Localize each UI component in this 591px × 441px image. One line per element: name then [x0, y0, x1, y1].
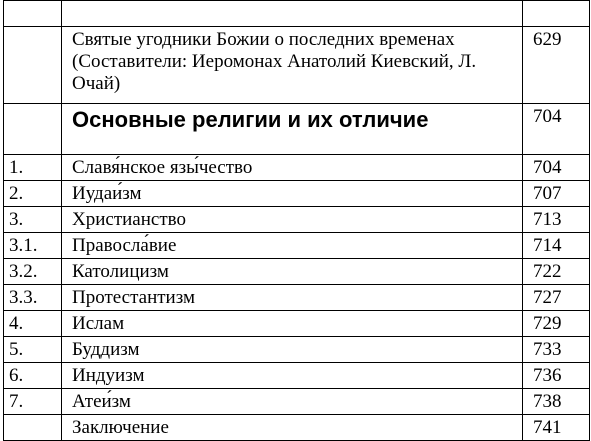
row-title: Славя́нское язы́чество: [62, 155, 523, 181]
row-page: 713: [523, 207, 590, 233]
row-title: Индуизм: [62, 363, 523, 389]
table-row: [4, 27, 590, 104]
table-row: [4, 415, 590, 441]
row-number: 1.: [4, 155, 62, 181]
table-row: [4, 1, 590, 27]
row-number: [4, 1, 62, 27]
row-page: 722: [523, 259, 590, 285]
table-row: [4, 311, 590, 337]
table-row: [4, 233, 590, 259]
row-number: [4, 104, 62, 155]
row-title: Заключение: [62, 415, 523, 441]
row-page: 741: [523, 415, 590, 441]
row-page: 707: [523, 181, 590, 207]
row-number: 5.: [4, 337, 62, 363]
row-page: 736: [523, 363, 590, 389]
table-row: [4, 337, 590, 363]
row-page: 714: [523, 233, 590, 259]
row-page: 704: [523, 155, 590, 181]
row-number: 3.2.: [4, 259, 62, 285]
row-number: 4.: [4, 311, 62, 337]
table-row: [4, 155, 590, 181]
row-title: Буддизм: [62, 337, 523, 363]
table-row: [4, 285, 590, 311]
row-title: Правосла́вие: [62, 233, 523, 259]
row-page: [523, 1, 590, 27]
row-title: [62, 1, 523, 27]
row-number: [4, 415, 62, 441]
row-title: Протестантизм: [62, 285, 523, 311]
row-title: Иудаи́зм: [62, 181, 523, 207]
row-title: Ислам: [62, 311, 523, 337]
row-title: Атеи́зм: [62, 389, 523, 415]
row-page: 704: [523, 104, 590, 155]
row-page: 733: [523, 337, 590, 363]
section-heading-row: [4, 104, 590, 155]
row-page: 738: [523, 389, 590, 415]
row-number: 7.: [4, 389, 62, 415]
row-page: 629: [523, 27, 590, 104]
table-row: [4, 363, 590, 389]
row-title: Христианство: [62, 207, 523, 233]
row-number: 2.: [4, 181, 62, 207]
row-title: Католицизм: [62, 259, 523, 285]
row-title: Святые угодники Божии о последних временах (Составители: Иеромонах Анатолий Киевский, Л. Очай): [62, 27, 523, 104]
row-page: 727: [523, 285, 590, 311]
table-row: [4, 207, 590, 233]
row-page: 729: [523, 311, 590, 337]
row-number: 3.1.: [4, 233, 62, 259]
row-number: [4, 27, 62, 104]
table-of-contents: [3, 0, 590, 441]
row-number: 6.: [4, 363, 62, 389]
table-row: [4, 259, 590, 285]
row-number: 3.: [4, 207, 62, 233]
table-row: [4, 181, 590, 207]
row-number: 3.3.: [4, 285, 62, 311]
table-row: [4, 389, 590, 415]
section-title: Основные религии и их отличие: [62, 104, 523, 155]
